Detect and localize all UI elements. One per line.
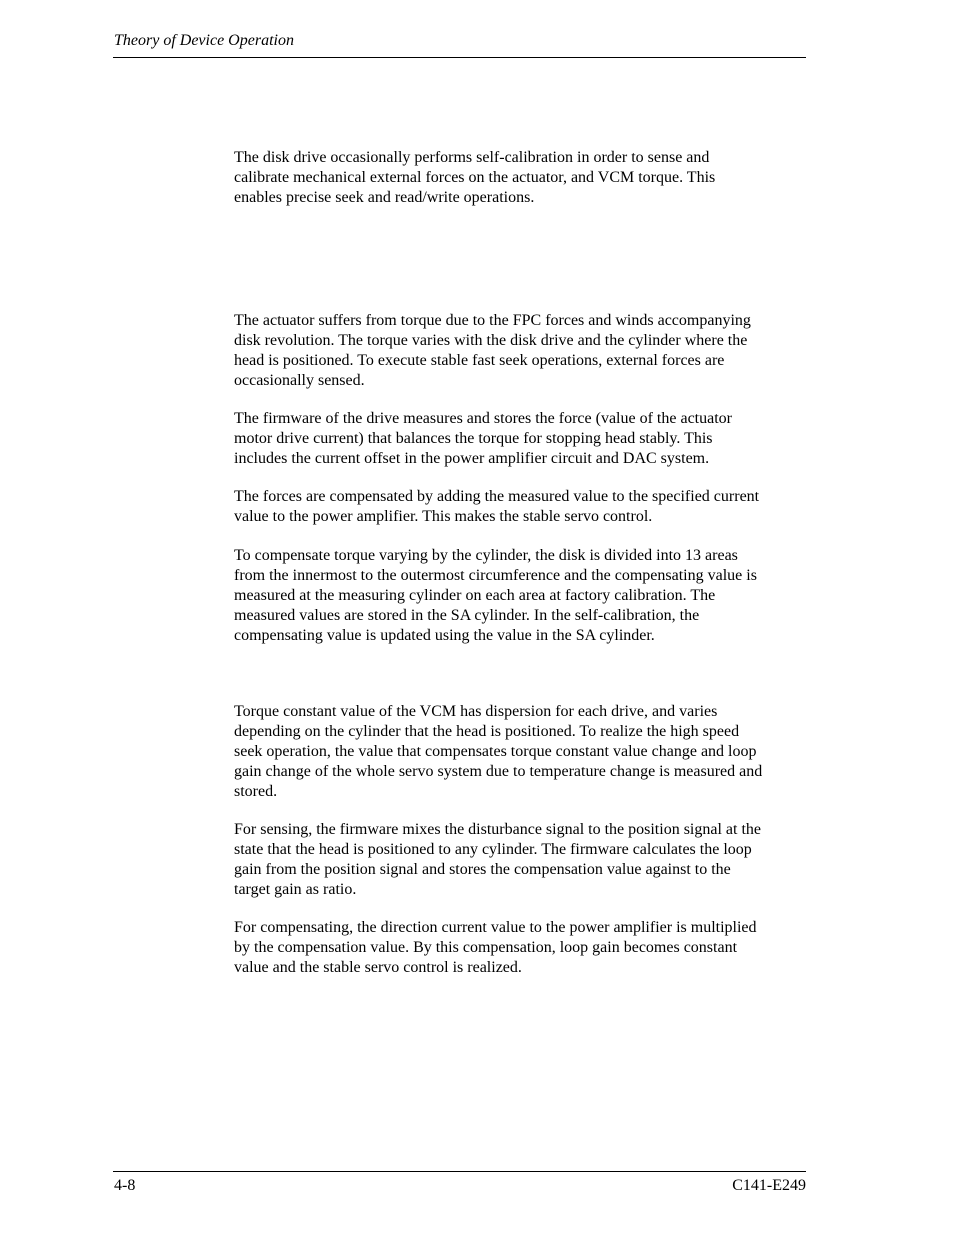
- text-line: occasionally sensed.: [234, 372, 365, 389]
- paragraph-sensing: [234, 820, 814, 900]
- text-line: motor drive current) that balances the torque for stopping head stably. This: [234, 430, 713, 447]
- text-line: measured at the measuring cylinder on each area at factory calibration. The: [234, 587, 716, 604]
- text-line: from the innermost to the outermost circumference and the compensating value is: [234, 567, 757, 584]
- footer-rule: [113, 1171, 806, 1172]
- text-line: includes the current offset in the power amplifier circuit and DAC system.: [234, 450, 710, 467]
- paragraph-self-calibration-intro: [234, 148, 814, 208]
- paragraph-torque-constant: [234, 702, 814, 802]
- paragraph-external-forces: [234, 311, 814, 391]
- paragraph-forces-compensated: [234, 487, 814, 527]
- text-line: stored.: [234, 783, 278, 800]
- text-line: target gain as ratio.: [234, 881, 357, 898]
- page-number: 4-8: [114, 1177, 136, 1194]
- text-line: compensating value is updated using the value in the SA cylinder.: [234, 627, 655, 644]
- paragraph-firmware-measures: [234, 409, 814, 469]
- header-rule: [113, 57, 806, 58]
- text-line: value and the stable servo control is realized.: [234, 959, 522, 976]
- text-line: value to the power amplifier. This makes the stable servo control.: [234, 508, 653, 525]
- document-code: C141-E249: [732, 1177, 806, 1194]
- running-header: Theory of Device Operation: [114, 32, 294, 49]
- text-line: Torque constant value of the VCM has dispersion for each drive, and varies: [234, 703, 718, 720]
- text-line: The firmware of the drive measures and stores the force (value of the actuator: [234, 410, 732, 427]
- paragraph-cylinder-areas: [234, 546, 814, 646]
- text-line: The forces are compensated by adding the measured value to the specified current: [234, 488, 760, 505]
- text-line: head is positioned. To execute stable fast seek operations, external forces are: [234, 352, 725, 369]
- text-line: For compensating, the direction current value to the power amplifier is multiplied: [234, 919, 757, 936]
- text-line: enables precise seek and read/write operations.: [234, 189, 535, 206]
- text-line: state that the head is positioned to any cylinder. The firmware calculates the loop: [234, 841, 752, 858]
- text-line: by the compensation value. By this compensation, loop gain becomes constant: [234, 939, 738, 956]
- text-line: seek operation, the value that compensates torque constant value change and loop: [234, 743, 757, 760]
- text-line: gain change of the whole servo system due to temperature change is measured and: [234, 763, 763, 780]
- text-line: The actuator suffers from torque due to the FPC forces and winds accompanying: [234, 312, 751, 329]
- text-line: To compensate torque varying by the cylinder, the disk is divided into 13 areas: [234, 547, 738, 564]
- text-line: The disk drive occasionally performs self-calibration in order to sense and: [234, 149, 710, 166]
- text-line: disk revolution. The torque varies with the disk drive and the cylinder where the: [234, 332, 748, 349]
- text-line: calibrate mechanical external forces on the actuator, and VCM torque. This: [234, 169, 716, 186]
- text-line: measured values are stored in the SA cylinder. In the self-calibration, the: [234, 607, 700, 624]
- text-line: For sensing, the firmware mixes the disturbance signal to the position signal at the: [234, 821, 762, 838]
- paragraph-compensating: [234, 918, 814, 978]
- text-line: depending on the cylinder that the head is positioned. To realize the high speed: [234, 723, 740, 740]
- text-line: gain from the position signal and stores the compensation value against to the: [234, 861, 731, 878]
